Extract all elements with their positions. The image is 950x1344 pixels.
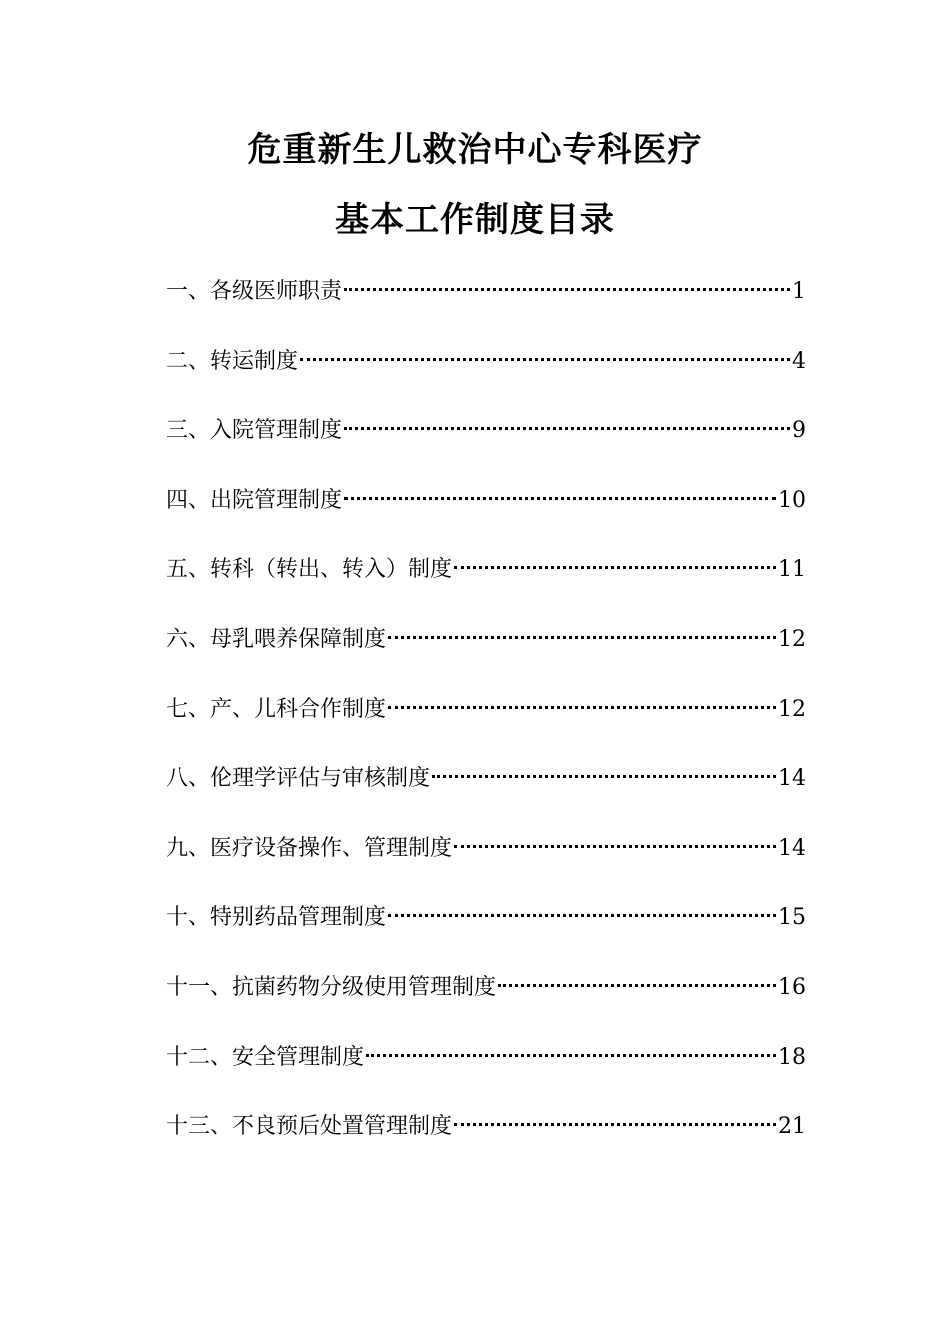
toc-entry-label: 六、母乳喂养保障制度: [166, 626, 387, 652]
toc-entry-5[interactable]: [166, 548, 806, 618]
toc-dot-leader: [388, 914, 776, 917]
table-of-contents: [166, 270, 806, 1175]
toc-dot-leader: [454, 1123, 776, 1126]
toc-dot-leader: [344, 497, 776, 500]
toc-dot-leader: [344, 427, 790, 430]
toc-entry-label: 十二、安全管理制度: [166, 1044, 365, 1070]
toc-page-number: 10: [778, 487, 806, 513]
toc-dot-leader: [366, 1054, 776, 1057]
toc-page-number: 18: [778, 1044, 806, 1070]
toc-entry-label: 九、医疗设备操作、管理制度: [166, 835, 453, 861]
toc-dot-leader: [432, 775, 776, 778]
toc-page-number: 14: [778, 766, 806, 792]
toc-entry-label: 十三、不良预后处置管理制度: [166, 1114, 453, 1140]
toc-entry-1[interactable]: [166, 270, 806, 340]
toc-dot-leader: [454, 845, 776, 848]
toc-dot-leader: [498, 984, 776, 987]
toc-entry-label: 二、转运制度: [166, 348, 299, 374]
toc-entry-9[interactable]: [166, 827, 806, 897]
toc-entry-label: 十、特别药品管理制度: [166, 905, 387, 931]
toc-entry-8[interactable]: [166, 757, 806, 827]
toc-entry-2[interactable]: [166, 340, 806, 410]
toc-dot-leader: [300, 358, 790, 361]
toc-page-number: 12: [778, 696, 806, 722]
toc-page-number: 4: [792, 348, 806, 374]
document-title-line-1: 危重新生儿救治中心专科医疗: [247, 130, 703, 170]
toc-dot-leader: [344, 288, 790, 291]
toc-entry-4[interactable]: [166, 479, 806, 549]
toc-page-number: 21: [778, 1114, 806, 1140]
toc-page-number: 15: [778, 905, 806, 931]
toc-entry-label: 八、伦理学评估与审核制度: [166, 766, 431, 792]
toc-entry-label: 七、产、儿科合作制度: [166, 696, 387, 722]
toc-page-number: 12: [778, 626, 806, 652]
toc-entry-label: 三、入院管理制度: [166, 418, 343, 444]
toc-entry-label: 四、出院管理制度: [166, 487, 343, 513]
toc-entry-3[interactable]: [166, 409, 806, 479]
toc-entry-6[interactable]: [166, 618, 806, 688]
toc-entry-label: 一、各级医师职责: [166, 279, 343, 304]
document-title-line-2: 基本工作制度目录: [335, 200, 615, 240]
toc-entry-7[interactable]: [166, 688, 806, 758]
toc-page-number: 1: [792, 279, 806, 304]
toc-entry-12[interactable]: [166, 1036, 806, 1106]
toc-page-number: 11: [778, 557, 806, 583]
toc-dot-leader: [388, 706, 776, 709]
toc-page-number: 16: [778, 974, 806, 1000]
toc-dot-leader: [388, 636, 776, 639]
toc-entry-13[interactable]: [166, 1105, 806, 1175]
toc-entry-label: 十一、抗菌药物分级使用管理制度: [166, 974, 497, 1000]
toc-entry-11[interactable]: [166, 966, 806, 1036]
toc-entry-10[interactable]: [166, 896, 806, 966]
toc-entry-label: 五、转科（转出、转入）制度: [166, 557, 453, 583]
toc-dot-leader: [454, 566, 776, 569]
toc-page-number: 9: [792, 418, 806, 444]
toc-page-number: 14: [778, 835, 806, 861]
